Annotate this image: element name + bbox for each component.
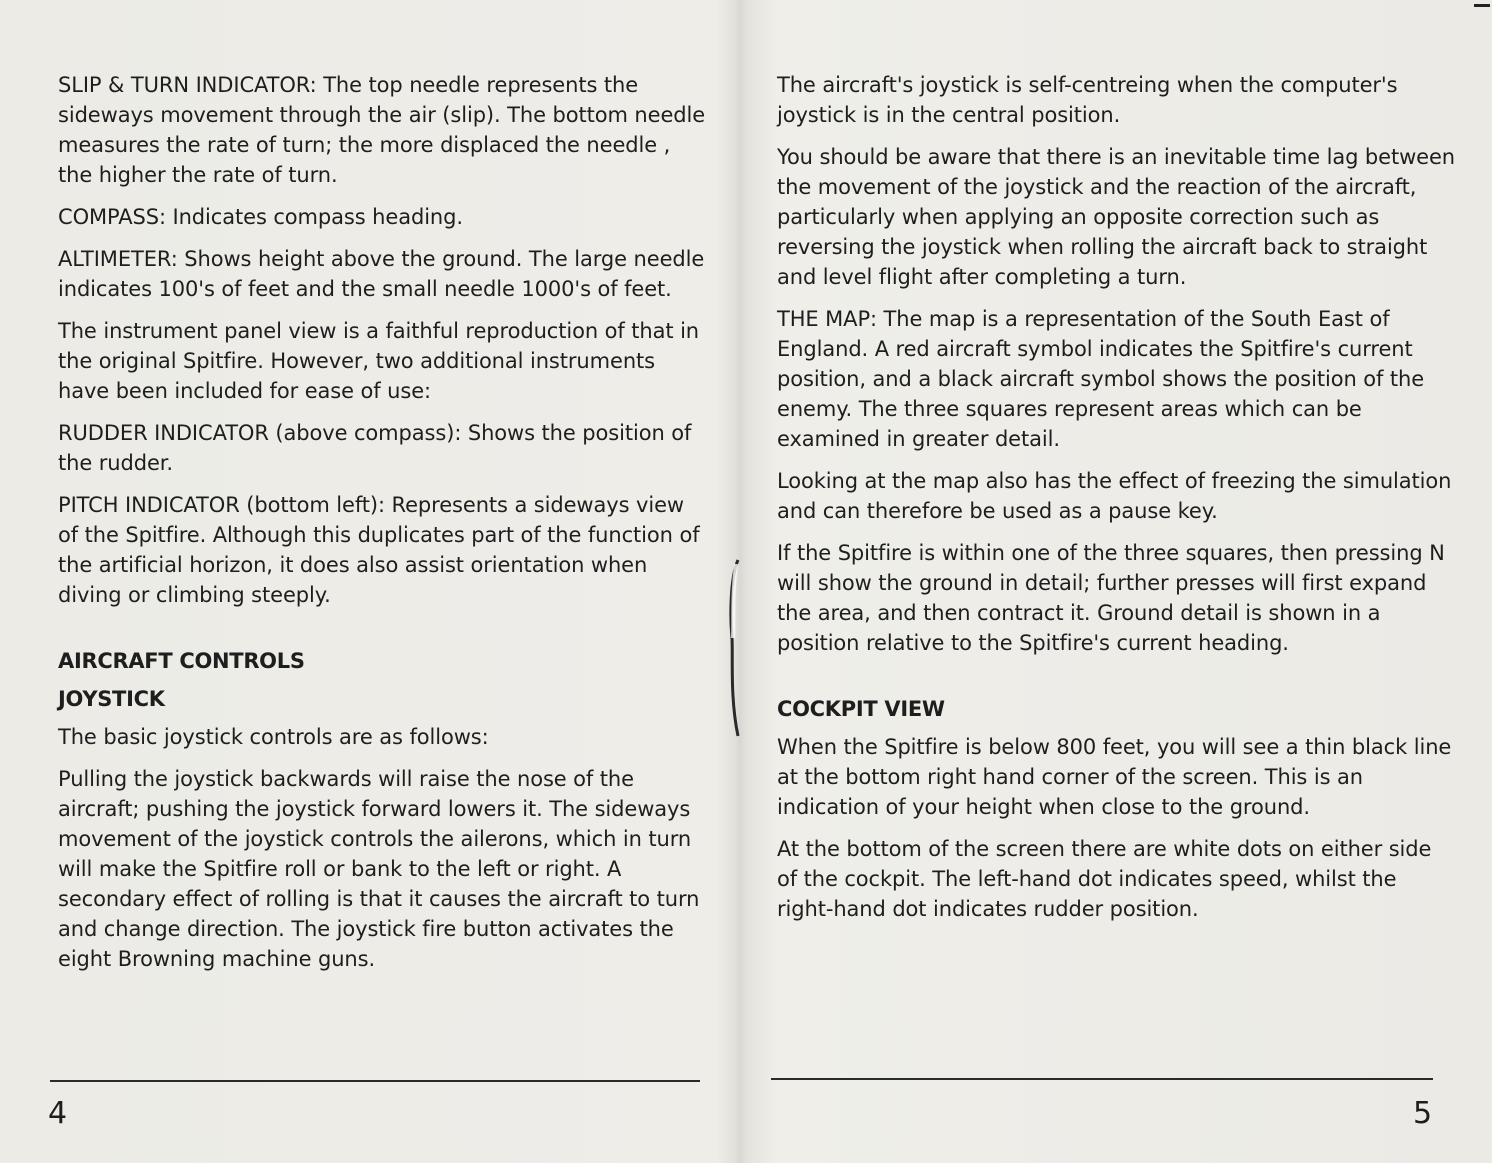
pause-paragraph: Looking at the map also has the effect of freezing the simulation and can therefore be used as a pause key. xyxy=(777,469,1452,523)
footer-rule xyxy=(50,1080,700,1082)
compass-paragraph: COMPASS: Indicates compass heading. xyxy=(58,205,463,229)
cockpit-view-heading: COCKPIT VIEW xyxy=(777,697,945,721)
white-dots-paragraph: At the bottom of the screen there are white dots on either side of the cockpit. The left-hand dot indicates speed, whilst the right-hand dot indicates rudder position. xyxy=(777,837,1432,921)
left-column xyxy=(58,70,708,986)
below-800-paragraph: When the Spitfire is below 800 feet, you will see a thin black line at the bottom right hand corner of the screen. This is an indication of your height when close to the ground. xyxy=(777,735,1452,819)
footer-rule xyxy=(771,1078,1433,1080)
instrument-panel-paragraph: The instrument panel view is a faithful reproduction of that in the original Spitfire. However, two additional instruments have been included for ease of use: xyxy=(58,319,700,403)
slip-turn-paragraph: SLIP & TURN INDICATOR: The top needle represents the sideways movement through the air (slip). The bottom needle measures the rate of turn; the more displaced the needle , the higher the rate of turn. xyxy=(58,73,706,187)
page-number: 4 xyxy=(48,1096,68,1131)
self-centreing-paragraph: The aircraft's joystick is self-centreing when the computer's joystick is in the central position. xyxy=(777,73,1398,127)
altimeter-paragraph: ALTIMETER: Shows height above the ground. The large needle indicates 100's of feet and the small needle 1000's of feet. xyxy=(58,247,705,301)
staple-icon xyxy=(724,558,742,738)
ground-detail-paragraph: If the Spitfire is within one of the three squares, then pressing N will show the ground in detail; further presses will first expand the area, and then contract it. Ground detail is shown in a position relative to the Spitfire's current heading. xyxy=(777,541,1445,655)
time-lag-paragraph: You should be aware that there is an inevitable time lag between the movement of the joystick and the reaction of the aircraft, particularly when applying an opposite correction such as reversing the joystick when rolling the aircraft back to straight and level flight after completing a turn. xyxy=(777,145,1456,289)
corner-mark xyxy=(1474,4,1490,7)
rudder-indicator-paragraph: RUDDER INDICATOR (above compass): Shows the position of the rudder. xyxy=(58,421,692,475)
aircraft-controls-heading: AIRCRAFT CONTROLS xyxy=(58,649,305,673)
page-number: 5 xyxy=(1413,1096,1433,1131)
joystick-intro-paragraph: The basic joystick controls are as follows: xyxy=(58,725,489,749)
pitch-indicator-paragraph: PITCH INDICATOR (bottom left): Represents a sideways view of the Spitfire. Although this duplicates part of the function of the artificial horizon, it does also assist orientation when diving or climbing steeply. xyxy=(58,493,700,607)
joystick-heading: JOYSTICK xyxy=(58,687,165,711)
right-column xyxy=(777,70,1457,936)
the-map-paragraph: THE MAP: The map is a representation of the South East of England. A red aircraft symbol indicates the Spitfire's current position, and a black aircraft symbol shows the position of the enemy. The three squares represent areas which can be examined in greater detail. xyxy=(777,307,1425,451)
left-page xyxy=(0,0,740,1163)
right-page xyxy=(745,0,1492,1163)
joystick-details-paragraph: Pulling the joystick backwards will raise the nose of the aircraft; pushing the joystick forward lowers it. The sideways movement of the joystick controls the ailerons, which in turn will make the Spitfire roll or bank to the left or right. A secondary effect of rolling is that it causes the aircraft to turn and change direction. The joystick fire button activates the eight Browning machine guns. xyxy=(58,767,700,971)
